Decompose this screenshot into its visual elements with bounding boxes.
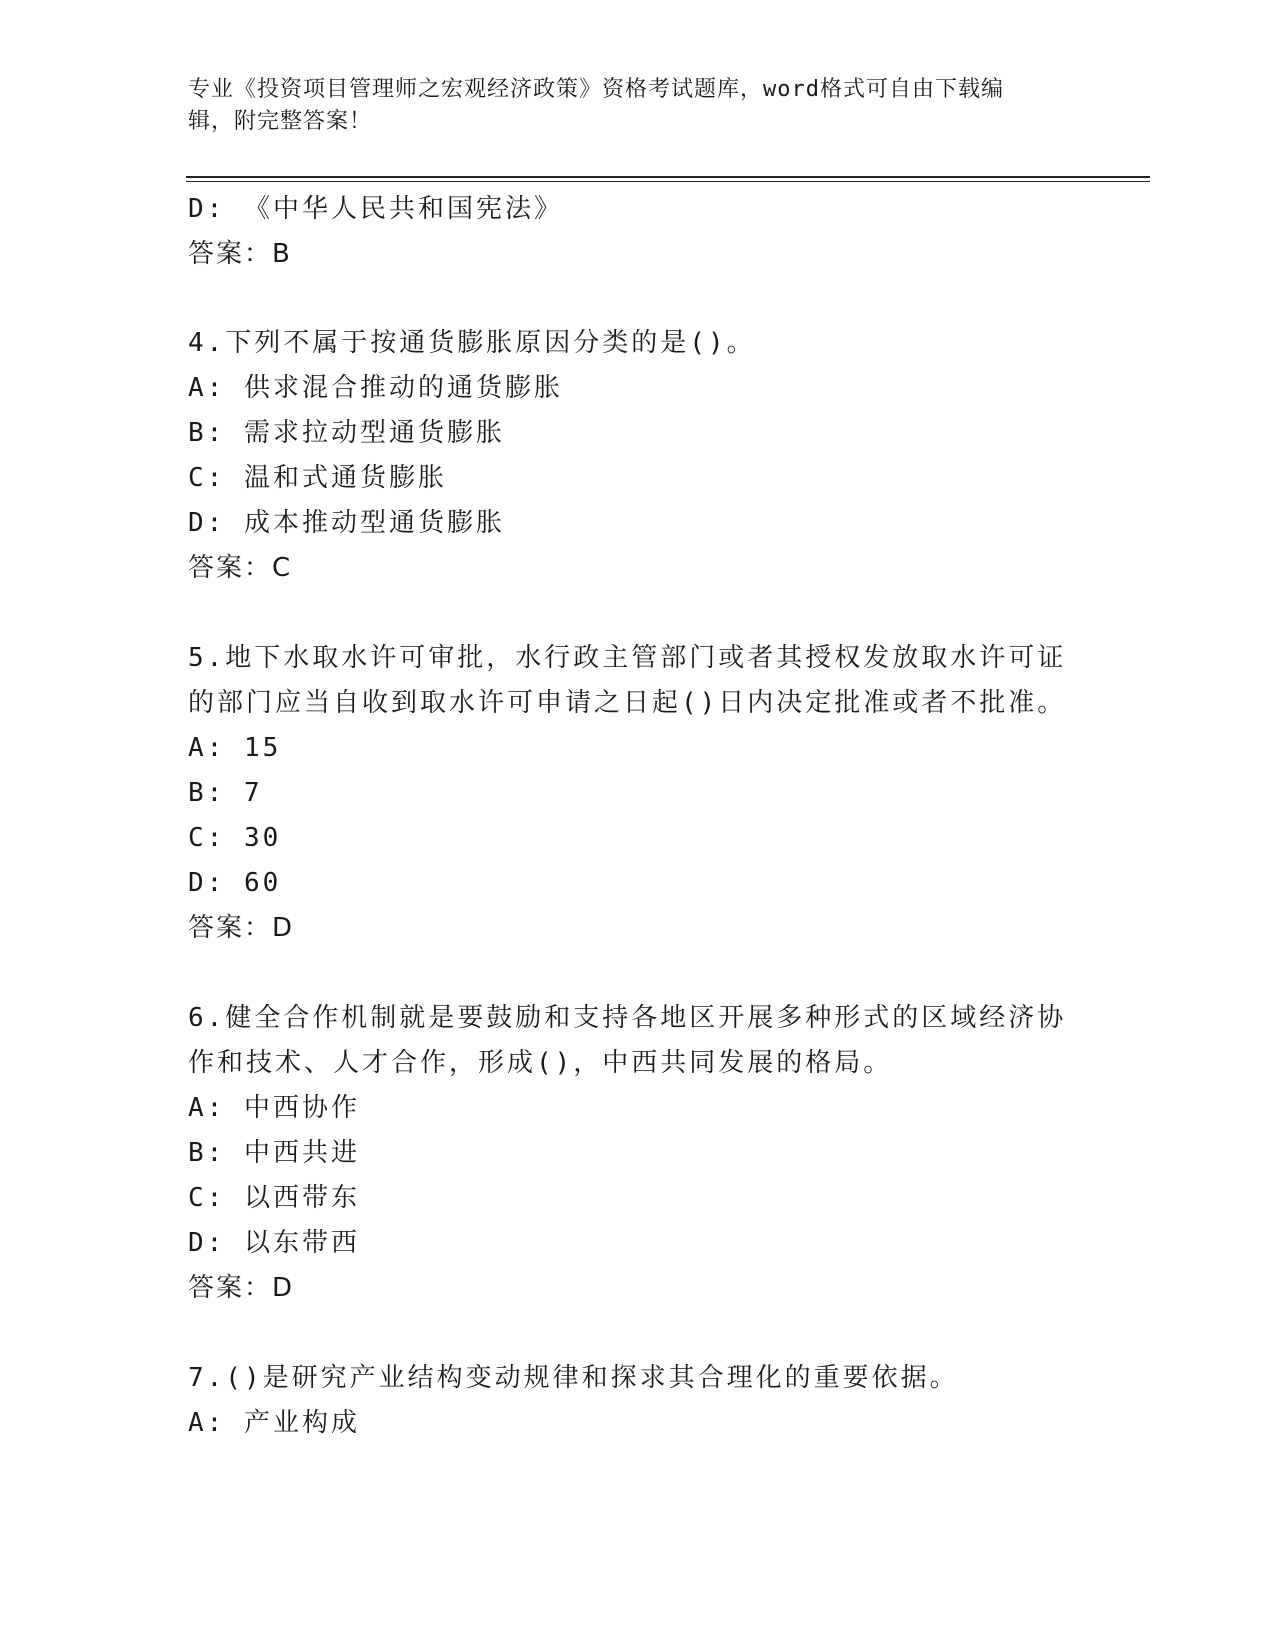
option-b: B: 中西共进 — [188, 1138, 360, 1168]
question-text-continued: 的部门应当自收到取水许可申请之日起()日内决定批准或者不批准。 — [188, 688, 1067, 718]
option-c: C: 温和式通货膨胀 — [188, 463, 447, 493]
option-b: B: 7 — [188, 778, 263, 808]
header-divider-thin — [186, 181, 1150, 182]
option-a: A: 供求混合推动的通货膨胀 — [188, 373, 563, 403]
question-text: 6.健全合作机制就是要鼓励和支持各地区开展多种形式的区域经济协 — [188, 1003, 1067, 1033]
answer-line: 答案：C — [188, 553, 293, 583]
answer-line: 答案：B — [188, 239, 292, 269]
option-d: D: 成本推动型通货膨胀 — [188, 508, 505, 538]
question-text-continued: 作和技术、人才合作，形成()，中西共同发展的格局。 — [188, 1048, 893, 1078]
question-text: 5.地下水取水许可审批，水行政主管部门或者其授权发放取水许可证 — [188, 643, 1067, 673]
question-text: 7.()是研究产业结构变动规律和探求其合理化的重要依据。 — [188, 1363, 959, 1393]
option-a: A: 产业构成 — [188, 1408, 360, 1438]
header-line-2: 辑，附完整答案！ — [188, 109, 373, 134]
option-a: A: 15 — [188, 733, 282, 763]
header-divider — [186, 176, 1150, 178]
answer-line: 答案：D — [188, 913, 295, 943]
header-line-1: 专业《投资项目管理师之宏观经济政策》资格考试题库，word格式可自由下载编 — [188, 77, 1004, 102]
question-text: 4.下列不属于按通货膨胀原因分类的是()。 — [188, 328, 756, 358]
option-d: D: 60 — [188, 868, 282, 898]
option-a: A: 中西协作 — [188, 1093, 360, 1123]
option-c: C: 30 — [188, 823, 282, 853]
answer-line: 答案：D — [188, 1273, 295, 1303]
option-c: C: 以西带东 — [188, 1183, 360, 1213]
option-b: B: 需求拉动型通货膨胀 — [188, 418, 505, 448]
option-d: D: 以东带西 — [188, 1228, 360, 1258]
document-header — [188, 74, 1088, 138]
option-d: D: 《中华人民共和国宪法》 — [188, 194, 563, 224]
